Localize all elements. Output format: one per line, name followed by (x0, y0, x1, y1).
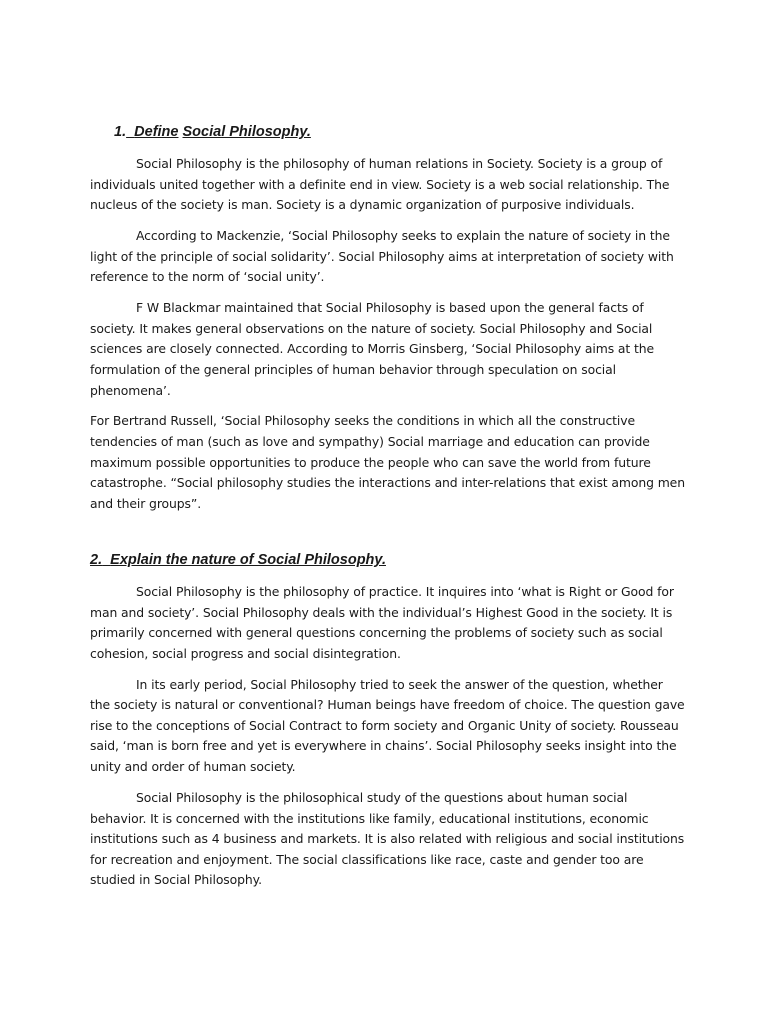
section-1-title-rest: Social Philosophy. (182, 124, 311, 140)
section-2-paragraph: Social Philosophy is the philosophical study of the questions about human social behavior. It is concerned with the institutions like family, educational institutions, economic institutions such as 4 business and markets. It is also related with religious and social institutions for recreation and enjoyment. The social classifications like race, caste and gender too are studied in Social Philosophy. (90, 789, 685, 888)
section-2-paragraph: In its early period, Social Philosophy tried to seek the answer of the question, whether the society is natural or conventional? Human beings have freedom of choice. The question gave rise to the conceptions of Social Contract to form society and Organic Unity of society. Rousseau said, ‘man is born free and yet is everywhere in chains’. Social Philosophy seeks insight into the unity and order of human society. (90, 676, 685, 775)
section-1-heading (114, 122, 686, 142)
section-nature-of-social-philosophy (90, 550, 686, 901)
section-1-paragraph: According to Mackenzie, ‘Social Philosophy seeks to explain the nature of society in the light of the principle of social solidarity’. Social Philosophy aims at interpretation of society with reference to the norm of ‘social unity’. (90, 228, 674, 285)
section-2-number: 2. (90, 552, 103, 568)
section-1-paragraph: Social Philosophy is the philosophy of human relations in Society. Society is a group of individuals united together with a definite end in view. Society is a web social relationship. The nucleus of the society is man. Society is a dynamic organization of purposive individuals. (90, 156, 670, 213)
section-1-paragraph: F W Blackmar maintained that Social Philosophy is based upon the general facts of society. It makes general observations on the nature of society. Social Philosophy and Social sciences are closely connected. According to Morris Ginsberg, ‘Social Philosophy aims at the formulation of the general principles of human behavior through speculation on social phenomena’. (90, 300, 655, 398)
section-2-title: Explain the nature of Social Philosophy. (110, 552, 386, 568)
section-define-social-philosophy (90, 122, 686, 525)
section-2-heading (90, 550, 686, 570)
section-1-number: 1. (114, 124, 127, 140)
section-1-paragraph: For Bertrand Russell, ‘Social Philosophy seeks the conditions in which all the constructive tendencies of man (such as love and sympathy) Social marriage and education can provide maximum possible opportunities to produce the people who can save the world from future catastrophe. “Social philosophy studies the interactions and inter-relations that exist among men and their groups”. (90, 413, 685, 511)
section-2-paragraph: Social Philosophy is the philosophy of practice. It inquires into ‘what is Right or Good for man and society’. Social Philosophy deals with the individual’s Highest Good in the society. It is primarily concerned with general questions concerning the problems of society such as social cohesion, social progress and social disintegration. (90, 584, 674, 661)
section-1-title-word: Define (134, 124, 179, 140)
